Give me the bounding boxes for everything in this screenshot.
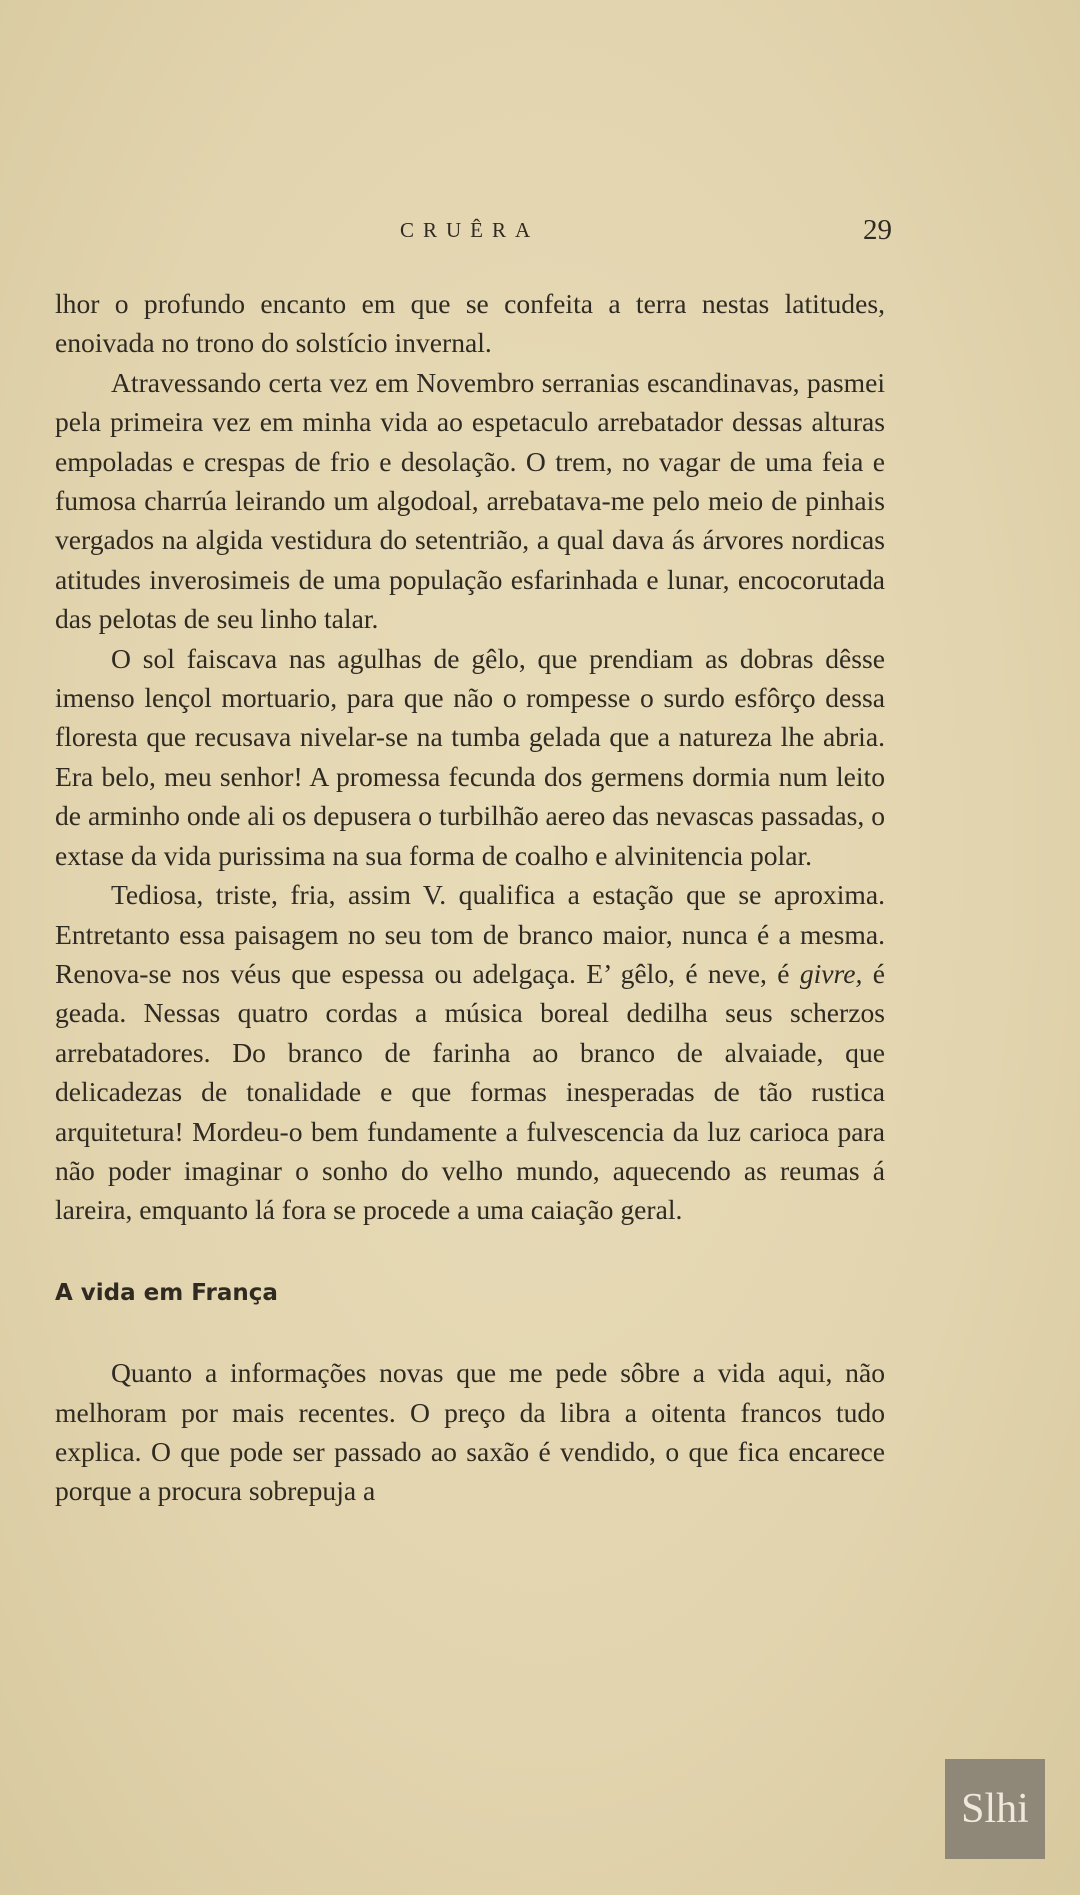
paragraph-tediosa-start: Tediosa, triste, fria, assim V. qualifica a estação que se aproxima. Entretanto essa paisagem no seu tom de branco maior, nunca é a mesma. Renova-se nos véus que espessa ou adelgaça. E’ gêlo, é neve, é bbox=[55, 879, 885, 989]
paragraph-travel: Atravessando certa vez em Novembro serranias escandinavas, pasmei pela primeira vez em minha vida ao espetaculo arrebatador dessas alturas empoladas e crespas de frio e desolação. O trem, no vagar de uma feia e fumosa charrúa leirando um algodoal, arrebatava-me pelo meio de pinhais vergados na algida vestidura do setentrião, a qual dava ás árvores nordicas atitudes inverosimeis de uma população esfarinhada e lunar, encocorutada das pelotas de seu linho talar. bbox=[55, 366, 885, 635]
italic-word: givre, bbox=[799, 957, 863, 989]
paragraph-tediosa-end: é geada. Nessas quatro cordas a música boreal dedilha seus scherzos arrebatadores. Do branco de farinha ao branco de alvaiade, que delicadezas de tonalidade e que formas inesperadas de tão rustica arquitetura! Mordeu-o bem fundamente a fulvescencia da luz carioca para não poder imaginar o sonho do velho mundo, aquecendo as reumas á lareira, emquanto lá fora se procede a uma caiação geral. bbox=[55, 957, 885, 1226]
page-number: 29 bbox=[863, 214, 892, 246]
page-header bbox=[400, 214, 892, 254]
running-title: CRUÊRA bbox=[400, 218, 540, 242]
paragraph-tediosa bbox=[55, 875, 885, 1230]
paragraph-france: Quanto a informações novas que me pede sôbre a vida aqui, não melhoram por mais recentes. O preço da libra a oitenta francos tudo explica. O que pode ser passado ao saxão é vendido, o que fica encarece porque a procura sobrepuja a bbox=[55, 1357, 885, 1507]
section-heading: A vida em França bbox=[55, 1279, 278, 1306]
paragraph-sun: O sol faiscava nas agulhas de gêlo, que prendiam as dobras dêsse imenso lençol mortuario, para que não o rompesse o surdo esfôrço dessa floresta que recusava nivelar-se na tumba gelada que a natureza lhe abria. Era belo, meu senhor! A promessa fecunda dos germens dormia num leito de arminho onde ali os depusera o turbilhão aereo das nevascas passadas, o extase da vida purissima na sua forma de coalho e alvinitencia polar. bbox=[55, 642, 885, 871]
body-text bbox=[55, 284, 885, 1511]
paragraph-continuation: lhor o profundo encanto em que se confeita a terra nestas latitudes, enoivada no trono do solstício invernal. bbox=[55, 288, 885, 359]
library-stamp-logo: Slhi bbox=[945, 1759, 1045, 1859]
